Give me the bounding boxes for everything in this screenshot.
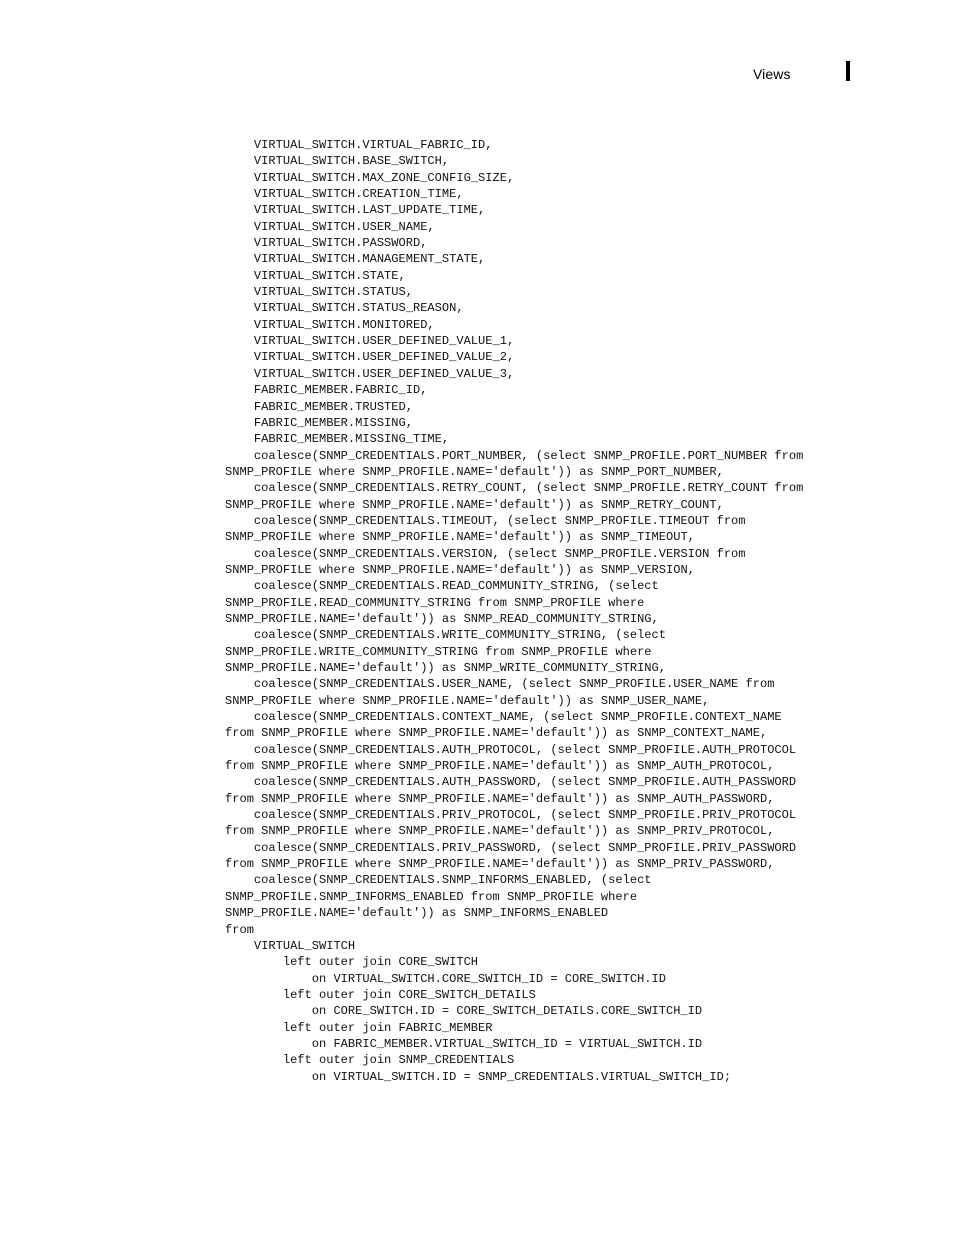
- code-line: on VIRTUAL_SWITCH.CORE_SWITCH_ID = CORE_SWITCH.ID: [225, 971, 666, 986]
- code-line: left outer join CORE_SWITCH_DETAILS: [225, 987, 536, 1002]
- code-line: coalesce(SNMP_CREDENTIALS.AUTH_PASSWORD, (select SNMP_PROFILE.AUTH_PASSWORD: [225, 775, 797, 790]
- code-line: SNMP_PROFILE.SNMP_INFORMS_ENABLED from SNMP_PROFILE where: [225, 889, 638, 904]
- code-line: SNMP_PROFILE.NAME='default')) as SNMP_READ_COMMUNITY_STRING,: [225, 611, 659, 626]
- code-line: coalesce(SNMP_CREDENTIALS.SNMP_INFORMS_ENABLED, (select: [225, 873, 652, 888]
- code-line: FABRIC_MEMBER.TRUSTED,: [225, 399, 413, 414]
- code-line: SNMP_PROFILE where SNMP_PROFILE.NAME='default')) as SNMP_USER_NAME,: [225, 693, 710, 708]
- code-line: coalesce(SNMP_CREDENTIALS.VERSION, (select SNMP_PROFILE.VERSION from: [225, 546, 746, 561]
- code-line: VIRTUAL_SWITCH.MAX_ZONE_CONFIG_SIZE,: [225, 170, 515, 185]
- code-line: on FABRIC_MEMBER.VIRTUAL_SWITCH_ID = VIRTUAL_SWITCH.ID: [225, 1036, 703, 1051]
- code-line: from SNMP_PROFILE where SNMP_PROFILE.NAME='default')) as SNMP_PRIV_PASSWORD,: [225, 857, 775, 872]
- code-line: from SNMP_PROFILE where SNMP_PROFILE.NAME='default')) as SNMP_CONTEXT_NAME,: [225, 726, 768, 741]
- code-line: VIRTUAL_SWITCH.USER_DEFINED_VALUE_1,: [225, 334, 515, 349]
- code-line: FABRIC_MEMBER.FABRIC_ID,: [225, 383, 428, 398]
- code-line: on CORE_SWITCH.ID = CORE_SWITCH_DETAILS.CORE_SWITCH_ID: [225, 1004, 703, 1019]
- code-line: coalesce(SNMP_CREDENTIALS.USER_NAME, (select SNMP_PROFILE.USER_NAME from: [225, 677, 775, 692]
- code-line: VIRTUAL_SWITCH.MANAGEMENT_STATE,: [225, 252, 486, 267]
- code-line: left outer join FABRIC_MEMBER: [225, 1020, 493, 1035]
- code-line: VIRTUAL_SWITCH.LAST_UPDATE_TIME,: [225, 203, 486, 218]
- code-line: VIRTUAL_SWITCH.USER_DEFINED_VALUE_3,: [225, 366, 515, 381]
- code-line: coalesce(SNMP_CREDENTIALS.READ_COMMUNITY_STRING, (select: [225, 579, 659, 594]
- code-line: FABRIC_MEMBER.MISSING_TIME,: [225, 432, 450, 447]
- code-line: VIRTUAL_SWITCH.STATUS,: [225, 285, 413, 300]
- code-line: coalesce(SNMP_CREDENTIALS.PRIV_PROTOCOL, (select SNMP_PROFILE.PRIV_PROTOCOL: [225, 808, 797, 823]
- code-line: VIRTUAL_SWITCH: [225, 938, 356, 953]
- code-line: VIRTUAL_SWITCH.VIRTUAL_FABRIC_ID,: [225, 138, 493, 152]
- code-line: from SNMP_PROFILE where SNMP_PROFILE.NAME='default')) as SNMP_PRIV_PROTOCOL,: [225, 824, 775, 839]
- code-line: left outer join SNMP_CREDENTIALS: [225, 1053, 515, 1068]
- code-line: coalesce(SNMP_CREDENTIALS.WRITE_COMMUNITY_STRING, (select: [225, 628, 666, 643]
- code-line: VIRTUAL_SWITCH.BASE_SWITCH,: [225, 154, 450, 169]
- code-line: coalesce(SNMP_CREDENTIALS.RETRY_COUNT, (select SNMP_PROFILE.RETRY_COUNT from: [225, 481, 804, 496]
- code-line: VIRTUAL_SWITCH.PASSWORD,: [225, 236, 428, 251]
- code-line: SNMP_PROFILE.READ_COMMUNITY_STRING from SNMP_PROFILE where: [225, 595, 645, 610]
- code-line: coalesce(SNMP_CREDENTIALS.CONTEXT_NAME, (select SNMP_PROFILE.CONTEXT_NAME: [225, 710, 782, 725]
- code-line: SNMP_PROFILE where SNMP_PROFILE.NAME='default')) as SNMP_VERSION,: [225, 562, 695, 577]
- code-line: from: [225, 922, 254, 937]
- code-line: VIRTUAL_SWITCH.MONITORED,: [225, 317, 435, 332]
- code-line: FABRIC_MEMBER.MISSING,: [225, 415, 413, 430]
- code-line: SNMP_PROFILE.NAME='default')) as SNMP_INFORMS_ENABLED: [225, 906, 609, 921]
- code-line: from SNMP_PROFILE where SNMP_PROFILE.NAME='default')) as SNMP_AUTH_PROTOCOL,: [225, 759, 775, 774]
- code-line: VIRTUAL_SWITCH.STATE,: [225, 268, 406, 283]
- code-line: VIRTUAL_SWITCH.STATUS_REASON,: [225, 301, 464, 316]
- code-line: coalesce(SNMP_CREDENTIALS.AUTH_PROTOCOL, (select SNMP_PROFILE.AUTH_PROTOCOL: [225, 742, 797, 757]
- code-line: VIRTUAL_SWITCH.USER_NAME,: [225, 219, 435, 234]
- code-line: left outer join CORE_SWITCH: [225, 955, 479, 970]
- running-header-title: Views: [753, 66, 791, 82]
- code-line: on VIRTUAL_SWITCH.ID = SNMP_CREDENTIALS.VIRTUAL_SWITCH_ID;: [225, 1069, 732, 1084]
- header-marker-bar: [846, 61, 850, 81]
- code-line: SNMP_PROFILE.WRITE_COMMUNITY_STRING from SNMP_PROFILE where: [225, 644, 652, 659]
- code-line: coalesce(SNMP_CREDENTIALS.TIMEOUT, (select SNMP_PROFILE.TIMEOUT from: [225, 513, 746, 528]
- code-line: SNMP_PROFILE.NAME='default')) as SNMP_WRITE_COMMUNITY_STRING,: [225, 661, 666, 675]
- code-line: coalesce(SNMP_CREDENTIALS.PRIV_PASSWORD, (select SNMP_PROFILE.PRIV_PASSWORD: [225, 840, 797, 855]
- code-line: SNMP_PROFILE where SNMP_PROFILE.NAME='default')) as SNMP_PORT_NUMBER,: [225, 464, 724, 479]
- code-line: VIRTUAL_SWITCH.CREATION_TIME,: [225, 187, 464, 202]
- code-line: coalesce(SNMP_CREDENTIALS.PORT_NUMBER, (select SNMP_PROFILE.PORT_NUMBER from: [225, 448, 804, 463]
- code-line: SNMP_PROFILE where SNMP_PROFILE.NAME='default')) as SNMP_TIMEOUT,: [225, 530, 695, 545]
- code-line: from SNMP_PROFILE where SNMP_PROFILE.NAME='default')) as SNMP_AUTH_PASSWORD,: [225, 791, 775, 806]
- sql-code-block: [225, 137, 803, 1085]
- code-line: SNMP_PROFILE where SNMP_PROFILE.NAME='default')) as SNMP_RETRY_COUNT,: [225, 497, 724, 512]
- code-line: VIRTUAL_SWITCH.USER_DEFINED_VALUE_2,: [225, 350, 515, 365]
